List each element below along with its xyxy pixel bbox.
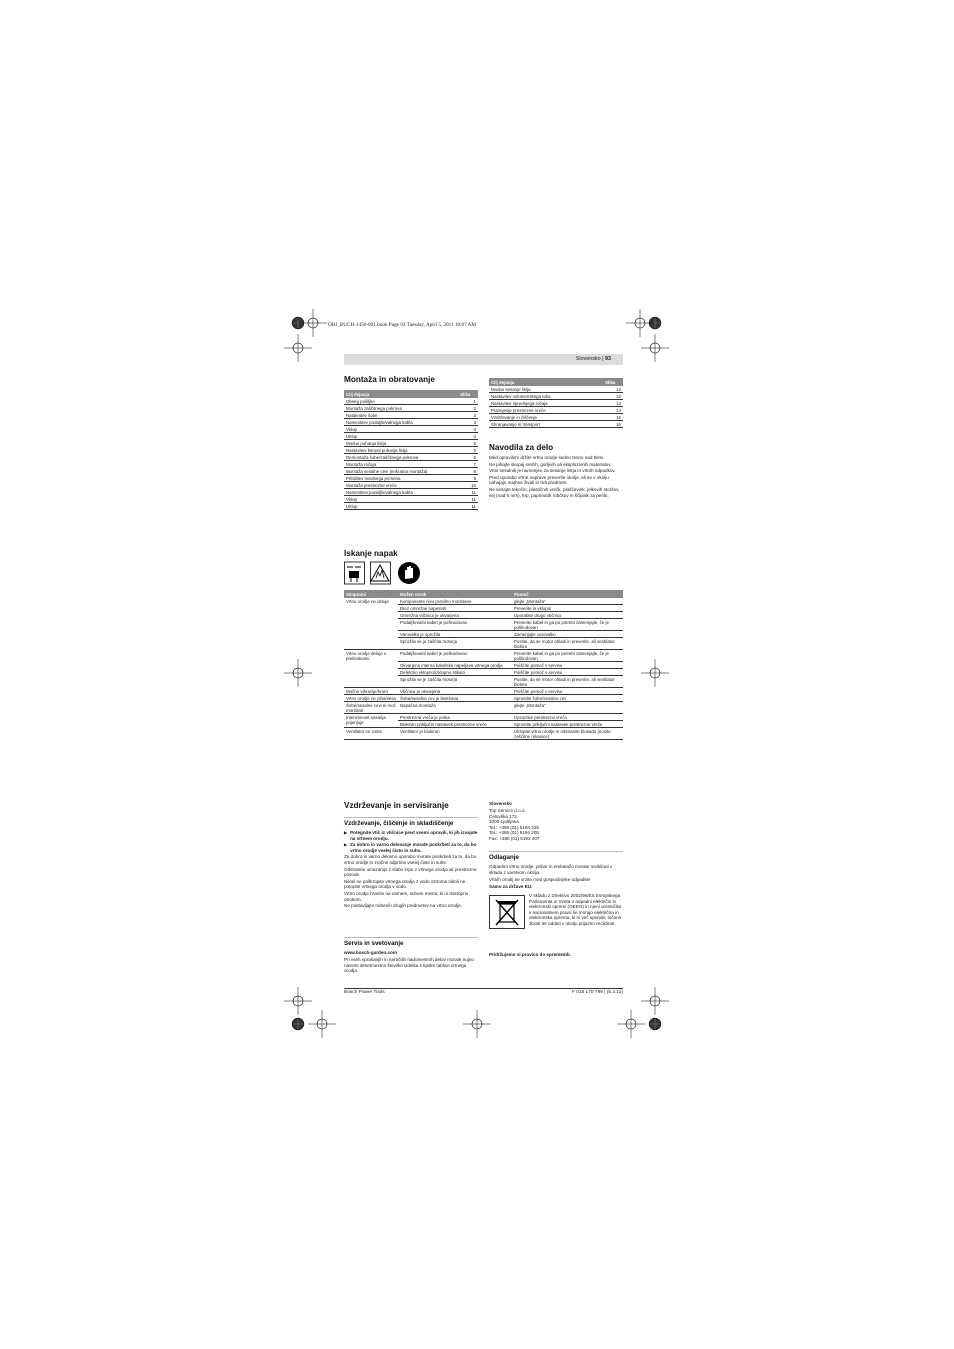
cell-action: Izklop bbox=[344, 503, 458, 510]
crosshair-icon bbox=[283, 333, 313, 363]
cell-cause: Ventilator je blokiran bbox=[398, 728, 512, 740]
table-row bbox=[344, 728, 623, 740]
divider bbox=[344, 817, 478, 818]
crosshair-icon bbox=[640, 658, 670, 688]
troubleshooting-table bbox=[344, 590, 623, 740]
servis-text: Pri vseh vprašanjih in naročilih nadomestnih delov morate nujno navesti desetmestno številko izdelka s tipske tablice vrtnega orodja. bbox=[344, 957, 474, 974]
cell-figure: 6 bbox=[458, 454, 478, 461]
cell-help: glejte „Montaža“ bbox=[512, 598, 623, 605]
cell-cause: Prestrezna vreča je polna bbox=[398, 714, 512, 721]
cell-figure: 3 bbox=[458, 412, 478, 419]
cell-action: Izklop bbox=[344, 433, 458, 440]
cell-cause: Komponente niso pravilno montirane bbox=[398, 598, 512, 605]
cell-cause: Omrežna vtičnica je okvarjena bbox=[398, 612, 512, 619]
crosshair-icon bbox=[462, 1009, 492, 1039]
table-row bbox=[344, 489, 478, 496]
cell-help: Zamenjajte varovalko bbox=[512, 631, 623, 638]
paragraph: Za dobro in varno delovno uporabo morate poskrbeti za to, da bo vrtno orodje in zračne odprtine vselej čiste in suhe. bbox=[344, 854, 477, 865]
section-title-vzdrzevanje: Vzdrževanje in servisiranje bbox=[344, 801, 449, 810]
bullet-arrow-icon: ▶ bbox=[344, 842, 348, 848]
contact-line: 1000 Ljubljana bbox=[489, 819, 519, 825]
cell-cause: Podaljševalni kabel je poškodovan bbox=[398, 619, 512, 631]
table-row bbox=[344, 475, 478, 482]
table-row bbox=[344, 496, 478, 503]
paragraph: Ne pihajte skupaj srečih, gorljivih ali eksplozivnih materialov. bbox=[489, 461, 612, 467]
table-row bbox=[344, 426, 478, 433]
cell-action: Montaža sesalne cevi (enkratna montaža) bbox=[344, 468, 458, 475]
divider bbox=[344, 937, 478, 938]
cell-symptom: Vrtno orodje deluje s prekinitvami bbox=[344, 650, 398, 688]
cell-help: Preverite kabel in ga po potrebi zamenjajte, če je poškodovan bbox=[512, 619, 623, 631]
table-row bbox=[344, 688, 623, 695]
montaza-table-right bbox=[489, 378, 623, 428]
paragraph: Med opravilom držite vrtno orodje sedno tesno nad tlemi. bbox=[489, 455, 605, 460]
cell-figure: 4 bbox=[458, 426, 478, 433]
cell-symptom: Šobe/sesalne cevi ni moč montirati bbox=[344, 702, 398, 714]
cell-cause: Sprožila se je zaščita motorja bbox=[398, 638, 512, 650]
contact-country: Slovensko bbox=[489, 801, 512, 806]
eu-label: Samo za države EU: bbox=[489, 884, 533, 889]
col-header-action: Cilj dejanja bbox=[489, 378, 603, 386]
cell-symptom: Ventilator ne rotira bbox=[344, 728, 398, 740]
bullet-item bbox=[344, 830, 478, 841]
cell-action: Demontaža šobe/zaščitnega pokrova bbox=[344, 454, 458, 461]
page-header-bar bbox=[344, 354, 623, 365]
cell-figure: 4 bbox=[458, 433, 478, 440]
bullet-text: Za dobro in varno delovanje morate poskrbeti za to, da bo vrtno orodje vselej čisto in suho. bbox=[350, 842, 477, 853]
cell-figure: 4 bbox=[458, 419, 478, 426]
odlaganje-p2: Vrtnih orodij ne vrzite med gospodinjske odpadke! bbox=[489, 877, 591, 882]
table-row bbox=[344, 461, 478, 468]
vzdrzevanje-text bbox=[344, 830, 478, 910]
header-page-number: 93 bbox=[605, 356, 611, 362]
cell-action: Vklop bbox=[344, 426, 458, 433]
table-row bbox=[489, 393, 623, 400]
cell-action: Nataknitev šobe bbox=[344, 412, 458, 419]
cell-help: Poiščite pomoč v servisu bbox=[512, 688, 623, 695]
cell-help: Pustite, da se motor ohladi in preverite, ali ventilator blokira bbox=[512, 638, 623, 650]
crosshair-icon bbox=[640, 333, 670, 363]
cell-cause: Sprožila se je zaščita motorja bbox=[398, 676, 512, 688]
cell-action: Modus sesanje listja bbox=[489, 386, 603, 393]
cell-symptom: Vrtno orodje ne deluje bbox=[344, 598, 398, 650]
table-row bbox=[344, 419, 478, 426]
page-header-text: Slovensko | 93 bbox=[575, 356, 611, 362]
contact-line: Fax: +386 (01) 5193 407 bbox=[489, 835, 540, 841]
print-slug: OBJ_BUCH-1456-001.book Page 93 Tuesday, April 5, 2011 10:07 AM bbox=[328, 322, 477, 328]
cell-figure: 9 bbox=[458, 475, 478, 482]
cell-figure: 2 bbox=[458, 405, 478, 412]
cell-figure: 12 bbox=[603, 386, 623, 393]
servis-url[interactable]: www.bosch-garden.com bbox=[344, 950, 397, 955]
odlaganje-p1: Odpadno vrtno orodje, pribor in embalažo morate reciklirati v skladu z varstvom okolja. bbox=[489, 864, 613, 875]
cell-action: Vklop bbox=[344, 496, 458, 503]
cell-figure: 7 bbox=[458, 461, 478, 468]
cell-figure: 5 bbox=[458, 447, 478, 454]
contact-address bbox=[489, 808, 623, 842]
cell-help: Poiščite pomoč v servisu bbox=[512, 669, 623, 676]
table-row bbox=[344, 412, 478, 419]
cell-action: Pritrditev nosilnega jermena bbox=[344, 475, 458, 482]
warning-icons bbox=[344, 561, 424, 592]
changes-notice: Pridržujemo si pravico do sprememb. bbox=[489, 952, 571, 957]
contact-line: Tel.: +386 (01) 5194 205 bbox=[489, 830, 539, 836]
cell-action: Montaža ročaja bbox=[344, 461, 458, 468]
cell-cause: Vtičnica je okvarjena bbox=[398, 688, 512, 695]
cell-symptom: Vrtno orodje ne piha/sesa bbox=[344, 695, 398, 702]
table-row bbox=[344, 454, 478, 461]
paragraph: Nikoli ne poškropite vrtnega orodja z vodo oziroma nikoli ne potopite vrtnega orodja v vodo. bbox=[344, 878, 466, 890]
cell-cause: Okvarjena interna kabelska napeljava vrtnega orodja bbox=[398, 662, 512, 669]
paragraph: Vrtni sesalnik je namenjen za sesanje listja in vrtnih odpadkov. bbox=[489, 468, 616, 474]
table-row bbox=[489, 414, 623, 421]
cell-action: Shranjevanje in transport bbox=[489, 421, 603, 428]
cell-cause: Podaljševalni kabel je poškodovan bbox=[398, 650, 512, 662]
montaza-table-left bbox=[344, 390, 478, 510]
navodila-text bbox=[489, 455, 623, 499]
table-row bbox=[489, 400, 623, 407]
cell-help: Poiščite pomoč v servisu bbox=[512, 662, 623, 669]
footer-brand: Bosch Power Tools bbox=[344, 990, 385, 995]
weee-bin-icon bbox=[489, 895, 525, 934]
table-row bbox=[344, 650, 623, 662]
cell-cause: Brez omrežne napetosti bbox=[398, 605, 512, 612]
cell-action: Nastavitev volumenskega toka bbox=[489, 393, 603, 400]
cell-action: Montaža zaščitnega pokrova bbox=[344, 405, 458, 412]
cell-figure: 12 bbox=[603, 393, 623, 400]
paragraph: Odstranite umazanijo z slabo krpo z vrtnega orodja ali prestrezne posode. bbox=[344, 866, 477, 878]
cell-figure: 11 bbox=[458, 489, 478, 496]
section-title-navodila: Navodila za delo bbox=[489, 443, 554, 452]
cell-action: Praznjenje prestrezne vreče bbox=[489, 407, 603, 414]
cell-cause: Blokiran priključni nastavek prestrezne vreče bbox=[398, 721, 512, 728]
table-row bbox=[344, 468, 478, 475]
cell-help: Izklopite vrtno orodje in odstranite blokado (nosite zaščitne rokavice) bbox=[512, 728, 623, 740]
table-row bbox=[344, 440, 478, 447]
unplug-icon bbox=[345, 562, 365, 584]
table-row bbox=[489, 421, 623, 428]
cell-figure: 5 bbox=[458, 440, 478, 447]
table-row bbox=[344, 433, 478, 440]
subsection-title-odlaganje: Odlaganje bbox=[489, 854, 519, 861]
cell-help: Uporabite drugo vtičnico bbox=[512, 612, 623, 619]
cell-symptom: Močne vibracije/hrum bbox=[344, 688, 398, 695]
paragraph: Ne postavljajte nobenih drugih predmetov na vrtno orodje. bbox=[344, 903, 462, 909]
col-header-cause: Možen vzrok bbox=[398, 590, 512, 598]
paragraph: Vrtno orodje hranite na varnem, suhem mestu, ki ni dostopno otrokom. bbox=[344, 890, 469, 902]
cell-action: Nastavitev hitrosti puhanja listja bbox=[344, 447, 458, 454]
col-header-figure: Slika bbox=[603, 378, 623, 386]
cell-figure: 13 bbox=[603, 400, 623, 407]
col-header-symptom: Simptomi bbox=[344, 590, 398, 598]
cell-figure: 14 bbox=[603, 407, 623, 414]
col-header-help: Pomoč bbox=[512, 590, 623, 598]
eu-directive-text: V skladu z Direktivo 2002/96/ES Evropskega Parlamenta in Sveta o odpadni električni in elektronski opremi (OEEO) in njeni uresničitvi v nacionalnem pravu se morajo električna in elektronska oprema, ki ni več uporabi, ločeno zbrati ter oddati v okolju prijazno reciklirati. bbox=[529, 893, 622, 926]
table-row bbox=[344, 702, 623, 714]
cell-action: Montaža prestrezne vreče bbox=[344, 482, 458, 489]
warning-heat-icon bbox=[371, 562, 391, 584]
cell-cause: Napačna montaža bbox=[398, 702, 512, 714]
cell-help: Pustite, da se motor ohladi in preverite, ali ventilator blokira bbox=[512, 676, 623, 688]
cell-cause: Defektno vklopno/izklopno stikalo bbox=[398, 669, 512, 676]
cell-figure: 8 bbox=[458, 468, 478, 475]
gloves-icon bbox=[398, 562, 420, 584]
cell-help: Sprostite priključni nastavek prestrezne vreče bbox=[512, 721, 623, 728]
cell-figure: 16 bbox=[603, 421, 623, 428]
cell-figure: 11 bbox=[458, 496, 478, 503]
cell-help: glejte „Montaža“ bbox=[512, 702, 623, 714]
subsection-title-ciscenje: Vzdrževanje, čiščenje in skladiščenje bbox=[344, 820, 454, 827]
footer-code: F 016 L70 799 | (5.4.11) bbox=[571, 990, 623, 995]
footer-rule bbox=[344, 988, 623, 989]
table-row bbox=[489, 407, 623, 414]
cell-action: Obseg pošiljke bbox=[344, 398, 458, 405]
contact-line: Tel.: +386 (01) 5194 225 bbox=[489, 824, 539, 830]
divider bbox=[489, 851, 623, 852]
cell-figure: 1 bbox=[458, 398, 478, 405]
paragraph: Pred uporabo vrtne naprave preverite okolje, ali se v okolju nahajajo majhne živali in trdi predmeti. bbox=[489, 474, 609, 486]
crosshair-icon bbox=[307, 1009, 337, 1039]
table-row bbox=[344, 405, 478, 412]
bullet-arrow-icon: ▶ bbox=[344, 830, 348, 835]
cell-help: Preverite in vklopiti bbox=[512, 605, 623, 612]
table-row bbox=[344, 695, 623, 702]
cell-action: Vzdrževanje in čiščenje bbox=[489, 414, 603, 421]
col-header-action: Cilj dejanja bbox=[344, 390, 458, 398]
contact-line: Celovška 172 bbox=[489, 813, 517, 819]
col-header-figure: Slika bbox=[458, 390, 478, 398]
cell-figure: 15 bbox=[603, 414, 623, 421]
cell-help: Preverite kabel in ga po potrebi zamenjajte, če je poškodovan bbox=[512, 650, 623, 662]
cell-action: Namestitev podaljševalnega kabla bbox=[344, 419, 458, 426]
table-row bbox=[344, 503, 478, 510]
cell-figure: 11 bbox=[458, 503, 478, 510]
section-title-montaza: Montaža in obratovanje bbox=[344, 375, 435, 384]
paragraph: Ne sesajte tekočin, plastičnih vrečk, ploščevink, jelkovih storžev, vej (nad 5 mm), krp, papirnatih robčkov in ščipalk za perilo. bbox=[489, 486, 620, 498]
bullet-text: Potegnite vtič iz vtičnice pred vsemi opravili, ki jih izvajate na vrtnem orodju. bbox=[350, 830, 478, 841]
crosshair-icon bbox=[283, 658, 313, 688]
cell-action: Nastavitev sprednjega ročaja bbox=[489, 400, 603, 407]
header-language: Slovensko bbox=[575, 356, 601, 362]
cell-action: Modus puhanja listja bbox=[344, 440, 458, 447]
section-title-iskanje: Iskanje napak bbox=[344, 549, 398, 558]
cell-action: Namestitev podaljševalnega kabla bbox=[344, 489, 458, 496]
cell-cause: Varovalka je sprožila bbox=[398, 631, 512, 638]
table-row bbox=[344, 714, 623, 721]
subsection-title-servis: Servis in svetovanje bbox=[344, 940, 404, 947]
bullet-item bbox=[344, 842, 478, 853]
crosshair-icon bbox=[616, 1009, 646, 1039]
cell-help: Izpraznite prestrezno vrečo bbox=[512, 714, 623, 721]
cell-symptom: Intenzivnost sesanja pojenjuje bbox=[344, 714, 398, 728]
table-row bbox=[344, 482, 478, 489]
contact-line: Top Service d.o.o. bbox=[489, 808, 526, 813]
cell-figure: 10 bbox=[458, 482, 478, 489]
table-row bbox=[344, 447, 478, 454]
cell-cause: Šoba/sesalna cev je blokirana bbox=[398, 695, 512, 702]
cell-help: Sprostite šobo/sesalno cev bbox=[512, 695, 623, 702]
